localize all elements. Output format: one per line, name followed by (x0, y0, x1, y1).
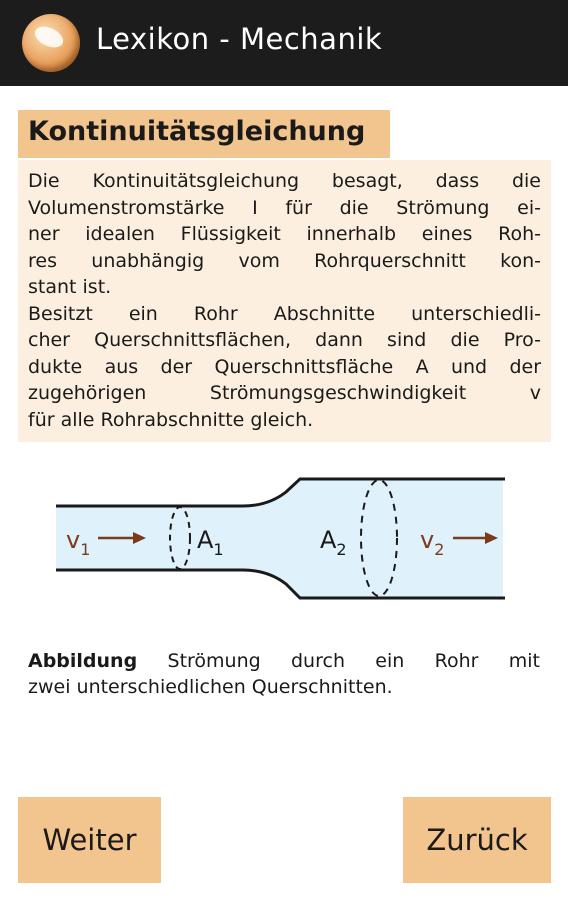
label-v2-sub: 2 (434, 540, 445, 559)
article-text (18, 160, 551, 442)
caption-line-1 (28, 648, 540, 674)
label-a2-main: A (320, 526, 337, 554)
app-title: Lexikon - Mechanik (96, 22, 383, 56)
text-line: Volumenstromstärke I für die Strömung ei- (28, 197, 541, 219)
caption-label: Abbildung (28, 650, 138, 672)
text-line: zugehörigen Strömungsgeschwindigkeit v (28, 382, 541, 404)
text-line: stant ist. (28, 276, 112, 298)
label-v2-main: v (420, 526, 435, 554)
figure-caption (28, 648, 540, 700)
caption-line-2: zwei unterschiedlichen Querschnitten. (28, 676, 393, 698)
text-line: res unabhängig vom Rohrquerschnitt kon- (28, 250, 541, 272)
article-heading: Kontinuitätsgleichung (28, 116, 366, 147)
next-button[interactable]: Weiter (18, 797, 161, 883)
app-logo-icon (22, 14, 80, 72)
label-v1-main: v (66, 526, 81, 554)
label-a2-sub: 2 (336, 540, 347, 559)
text-line: Besitzt ein Rohr Abschnitte unterschiedli- (28, 303, 541, 325)
article-heading-box (18, 110, 390, 158)
back-button[interactable]: Zurück (403, 797, 551, 883)
text-line: ner idealen Flüssigkeit innerhalb eines Roh- (28, 223, 541, 245)
text-line: cher Querschnittsflächen, dann sind die Pro- (28, 329, 541, 351)
label-v1-sub: 1 (80, 540, 91, 559)
text-line: Die Kontinuitätsgleichung besagt, dass die (28, 170, 541, 192)
caption-text-1: Strömung durch ein Rohr mit (137, 650, 540, 672)
text-line: für alle Rohrabschnitte gleich. (28, 409, 314, 431)
text-line: dukte aus der Querschnittsfläche A und der (28, 356, 541, 378)
app-title-bar (0, 0, 568, 86)
label-a1-main: A (197, 526, 214, 554)
pipe-flow-figure (18, 462, 548, 612)
label-a1-sub: 1 (213, 540, 224, 559)
